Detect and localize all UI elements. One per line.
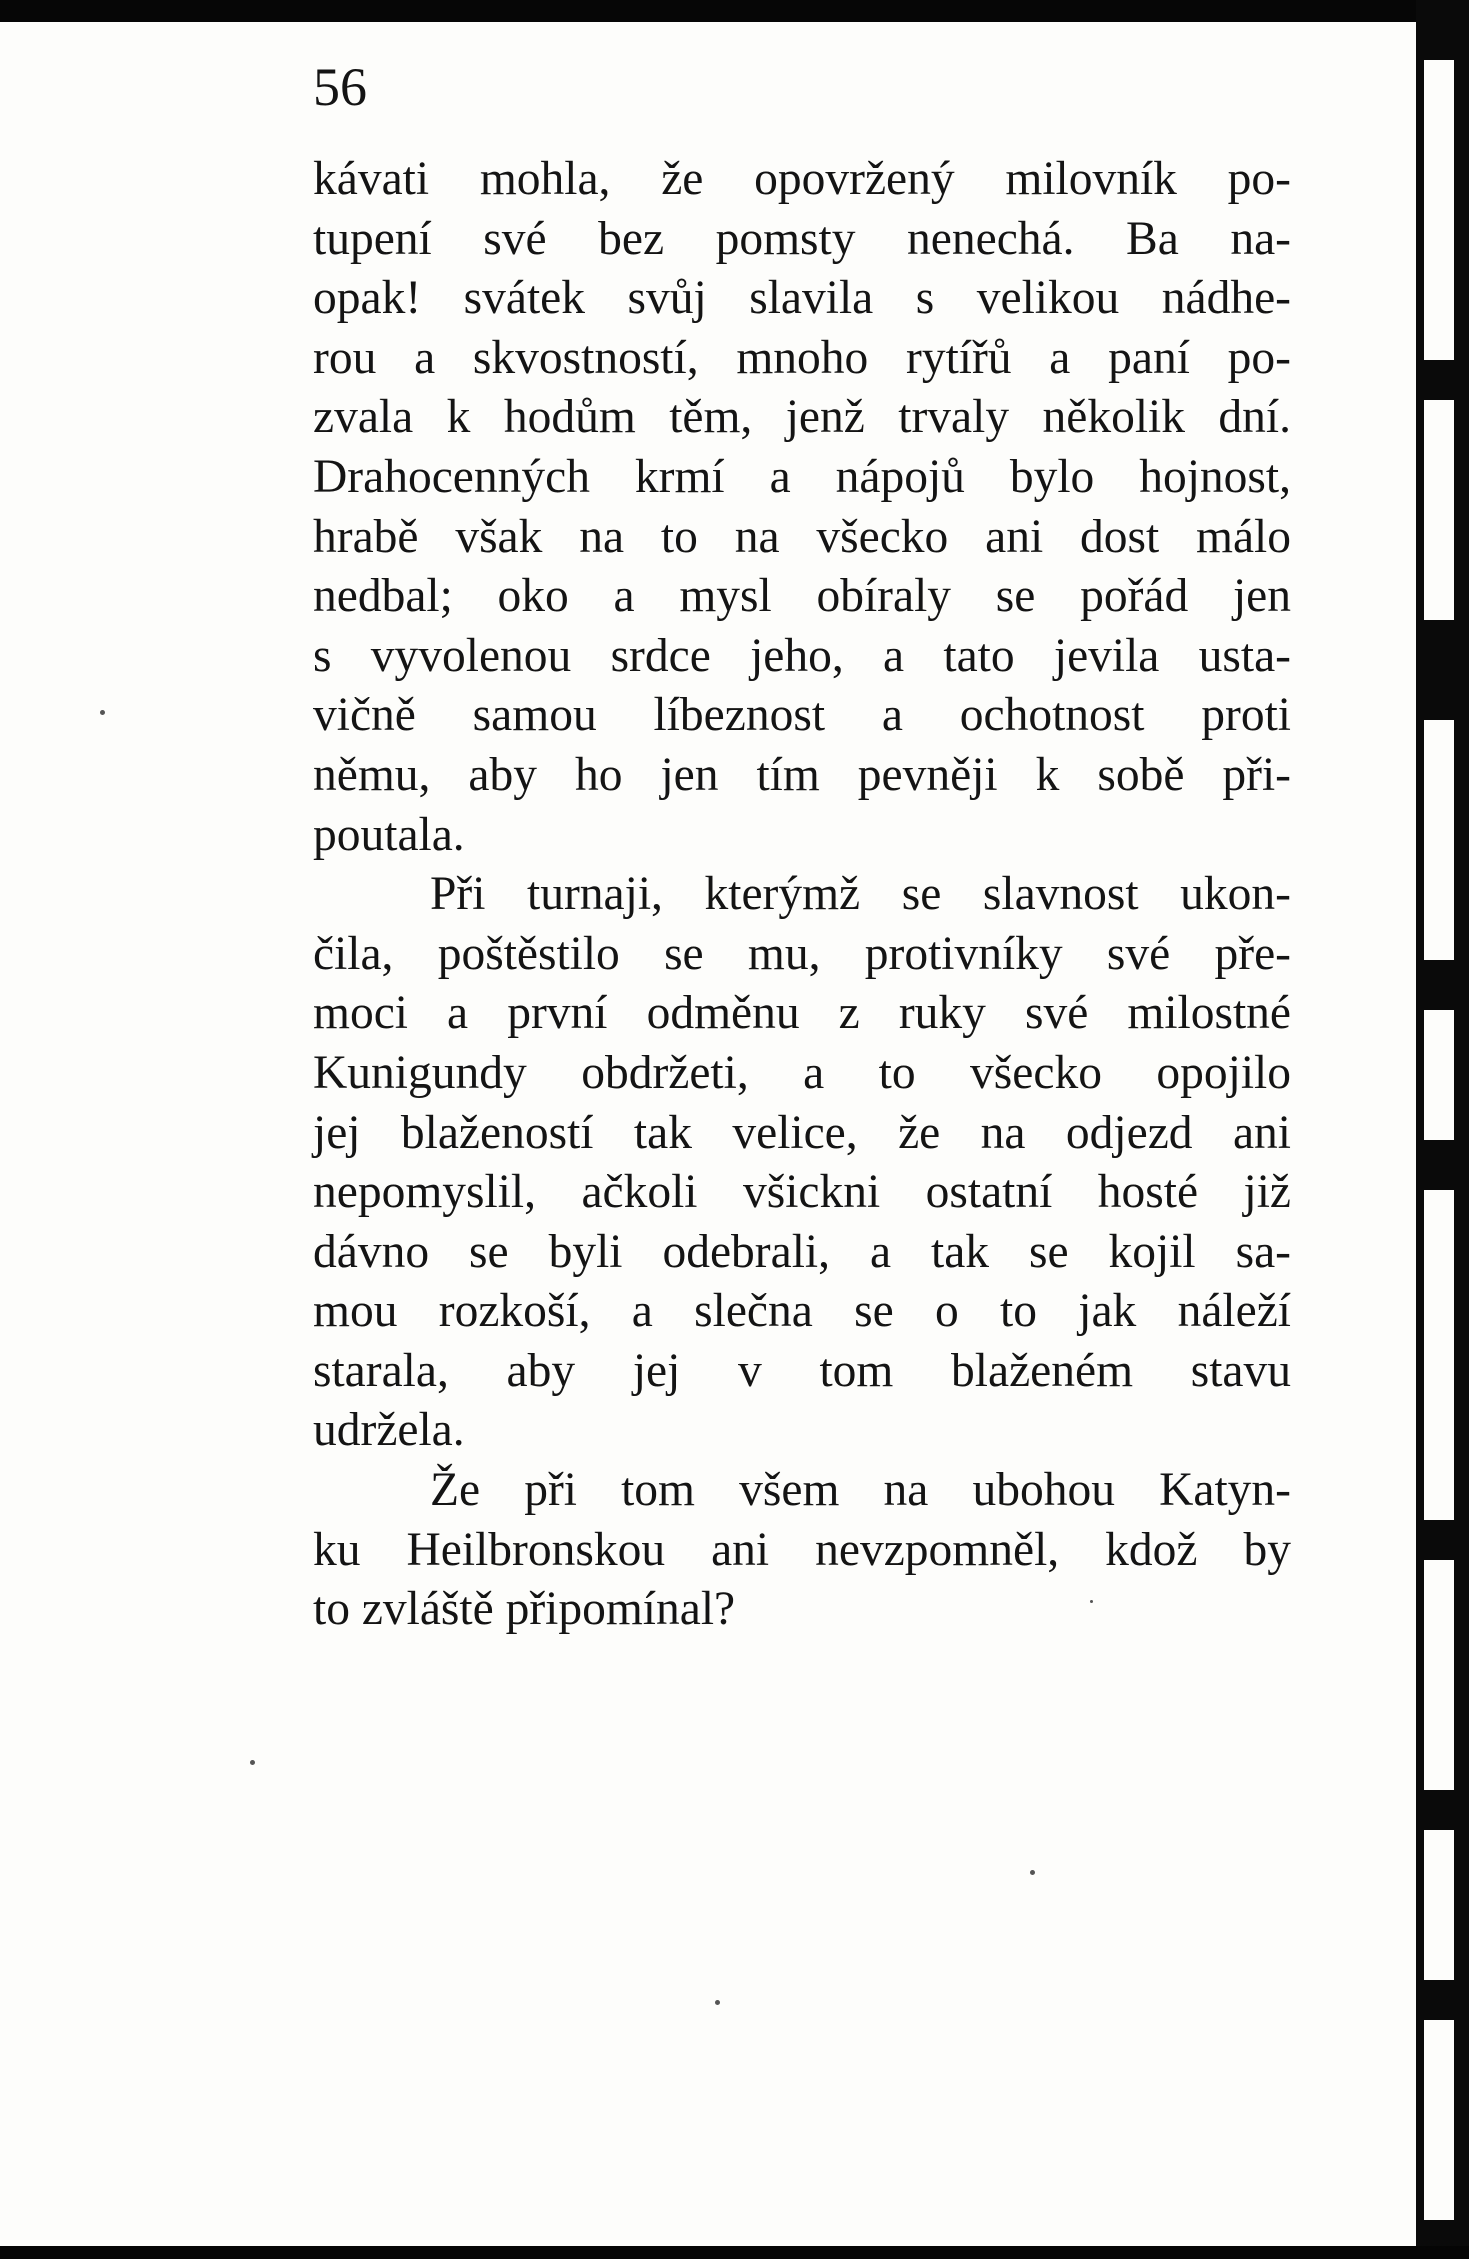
dust-speck [715, 2000, 720, 2005]
text-line: udržela. [313, 1404, 465, 1457]
text-line: zvala k hodům těm, jenž trvaly několik dní. [313, 391, 1291, 444]
text-line: mou rozkoší, a slečna se o to jak náleží [313, 1285, 1291, 1338]
dust-speck [1030, 1870, 1035, 1875]
paragraph-start-line: Že při tom všem na ubohou Katyn- [430, 1464, 1291, 1517]
dust-speck [250, 1760, 255, 1765]
page-number: 56 [313, 57, 367, 117]
binding-gap [1424, 1010, 1454, 1140]
text-line: hrabě však na to na všecko ani dost málo [313, 510, 1291, 563]
binding-edge [1416, 0, 1469, 2259]
scan-top-edge [0, 0, 1430, 22]
text-line: kávati mohla, že opovržený milovník po- [313, 153, 1291, 205]
text-line: opak! svátek svůj slavila s velikou nádhe- [313, 272, 1291, 325]
text-line: Drahocenných krmí a nápojů bylo hojnost, [313, 450, 1291, 503]
text-line: vičně samou líbeznost a ochotnost proti [313, 689, 1291, 742]
binding-gap [1424, 60, 1454, 360]
text-line: nedbal; oko a mysl obíraly se pořád jen [313, 570, 1291, 623]
dust-speck [100, 710, 105, 715]
scan-bottom-edge [0, 2246, 1469, 2259]
text-line: to zvláště připomínal? [313, 1583, 736, 1636]
text-line: tupení své bez pomsty nenechá. Ba na- [313, 212, 1291, 265]
text-line: němu, aby ho jen tím pevněji k sobě při- [313, 748, 1291, 801]
paragraph-start-line: Při turnaji, kterýmž se slavnost ukon- [430, 868, 1291, 921]
binding-gap [1424, 1830, 1454, 1980]
binding-gap [1424, 1190, 1454, 1520]
binding-gap [1424, 2020, 1454, 2220]
text-line: dávno se byli odebrali, a tak se kojil sa- [313, 1225, 1291, 1278]
text-line: Kunigundy obdržeti, a to všecko opojilo [313, 1046, 1291, 1099]
binding-gap [1424, 400, 1454, 620]
body-text [313, 150, 1291, 1640]
text-line: nepomyslil, ačkoli všickni ostatní hosté již [313, 1166, 1291, 1219]
text-line: moci a první odměnu z ruky své milostné [313, 987, 1291, 1040]
text-line: ku Heilbronskou ani nevzpomněl, kdož by [313, 1523, 1291, 1576]
text-line: starala, aby jej v tom blaženém stavu [313, 1344, 1291, 1397]
binding-gap [1424, 720, 1454, 960]
text-line: rou a skvostností, mnoho rytířů a paní po- [313, 331, 1291, 384]
binding-gap [1424, 1560, 1454, 1790]
dust-speck [1090, 1600, 1093, 1603]
text-line: poutala. [313, 808, 465, 861]
text-line: jej blažeností tak velice, že na odjezd ani [313, 1106, 1291, 1159]
text-line: s vyvolenou srdce jeho, a tato jevila usta- [313, 629, 1291, 682]
text-line: čila, poštěstilo se mu, protivníky své pře- [313, 927, 1291, 980]
